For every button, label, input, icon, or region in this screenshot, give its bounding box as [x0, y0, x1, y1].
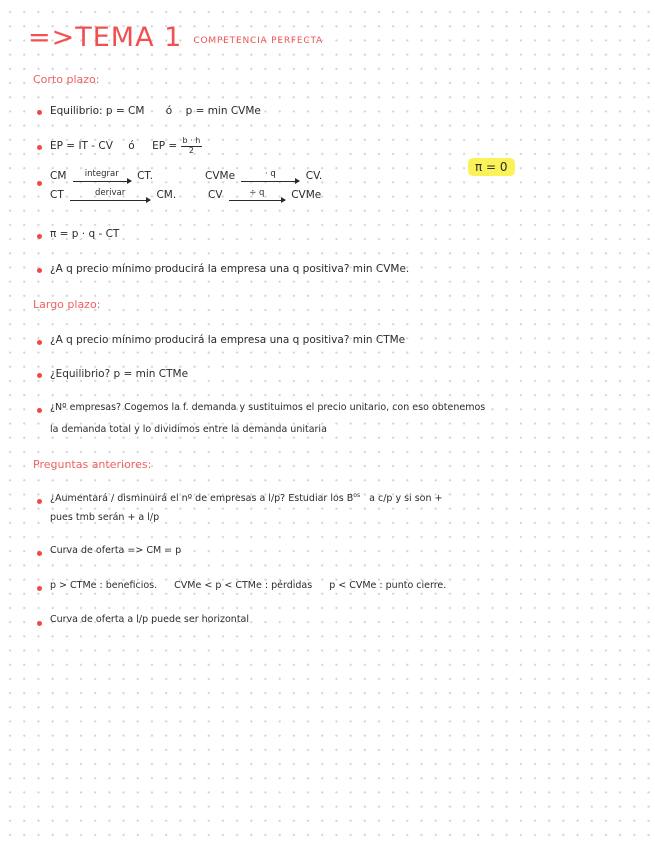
bullet-dot-icon: [37, 181, 42, 186]
bullet-dot-icon: [37, 145, 42, 150]
bullet-dot-icon: [37, 621, 42, 626]
profit-zero-highlight: π = 0: [468, 158, 515, 176]
bullet-dot-icon: [37, 340, 42, 345]
fraction-denominator: 2: [188, 146, 194, 155]
ct-label: CT: [50, 189, 64, 201]
bullet-dot-icon: [37, 268, 42, 273]
question-1-line-2: pues tmb serán + a l/p: [50, 512, 160, 523]
case-losses: CVMe < p < CTMe : pérdidas: [174, 580, 313, 591]
cost-relations-row-1b: [205, 170, 322, 182]
equilibrium-cvme: p = min CVMe: [185, 105, 261, 117]
long-run-equilibrium: ¿Equilibrio? p = min CTMe: [50, 368, 189, 380]
divide-q-arrow-icon: [229, 189, 285, 201]
cost-relations-row-2b: [208, 189, 321, 201]
profit-cases: [50, 580, 446, 591]
cost-relations-row-2: [50, 189, 176, 201]
or-text: ó: [128, 140, 135, 152]
section-questions: Preguntas anteriores:: [33, 458, 152, 471]
bullet-dot-icon: [37, 110, 42, 115]
cv-label: CV.: [305, 170, 323, 182]
bullet-dot-icon: [37, 234, 42, 239]
cost-relations-row-1: [50, 170, 153, 182]
question-1-line-1: [50, 492, 442, 504]
bullet-dot-icon: [37, 408, 42, 413]
short-run-min-price: ¿A q precio mínimo producirá la empresa una q positiva? min CVMe.: [50, 263, 410, 275]
cv-label: CV: [208, 189, 223, 201]
supply-curve: Curva de oferta => CM = p: [50, 545, 182, 556]
short-run-equilibrium: [50, 105, 261, 117]
case-shutdown: p < CVMe : punto cierre.: [329, 580, 447, 591]
bullet-dot-icon: [37, 373, 42, 378]
cvme-label: CVMe: [205, 170, 236, 182]
fraction-numerator: b · h: [182, 136, 201, 145]
cm-label: CM.: [156, 189, 177, 201]
ep-formula-1: EP = IT - CV: [50, 140, 113, 152]
cvme-label: CVMe: [291, 189, 322, 201]
ep-formula-2: EP =: [152, 140, 178, 152]
section-long-run: Largo plazo:: [33, 298, 101, 311]
multiply-q-label: · q: [264, 169, 276, 180]
cm-label: CM: [50, 170, 67, 182]
multiply-q-arrow-icon: [241, 170, 299, 182]
integrar-label: integrar: [84, 169, 119, 180]
or-text: ó: [165, 105, 173, 117]
question-1-end: a c/p y si son +: [369, 493, 443, 505]
ep-fraction: [181, 137, 203, 155]
firms-number-line-1: ¿Nº empresas? Cogemos la f. demanda y sustituimos el precio unitario, con eso obtenemos: [50, 402, 486, 413]
derivar-arrow-icon: [70, 189, 150, 201]
question-1-superscript: os: [353, 492, 361, 499]
case-benefits: p > CTMe : beneficios.: [50, 580, 158, 591]
question-1-text: ¿Aumentará / disminuirá el nº de empresas a l/p? Estudiar los B: [50, 493, 354, 505]
divide-q-label: ÷ q: [249, 188, 265, 199]
title-subtitle: COMPETENCIA PERFECTA: [193, 36, 324, 46]
firms-number-line-2: la demanda total y lo dividimos entre la demanda unitaria: [50, 424, 327, 435]
long-run-supply-curve: Curva de oferta a l/p puede ser horizontal: [50, 614, 250, 625]
ct-label: CT.: [137, 170, 153, 182]
title-main: =>TEMA 1: [28, 22, 183, 53]
equilibrium-cm: Equilibrio: p = CM: [50, 105, 145, 117]
bullet-dot-icon: [37, 551, 42, 556]
short-run-ep: [50, 137, 202, 155]
bullet-dot-icon: [37, 499, 42, 504]
derivar-label: derivar: [94, 188, 126, 199]
profit-formula: π = p · q - CT: [50, 228, 120, 240]
long-run-min-price: ¿A q precio mínimo producirá la empresa una q positiva? min CTMe: [50, 334, 406, 346]
page-title: [28, 22, 323, 53]
integrar-arrow-icon: [73, 170, 131, 182]
bullet-dot-icon: [37, 586, 42, 591]
section-short-run: Corto plazo:: [33, 73, 100, 86]
